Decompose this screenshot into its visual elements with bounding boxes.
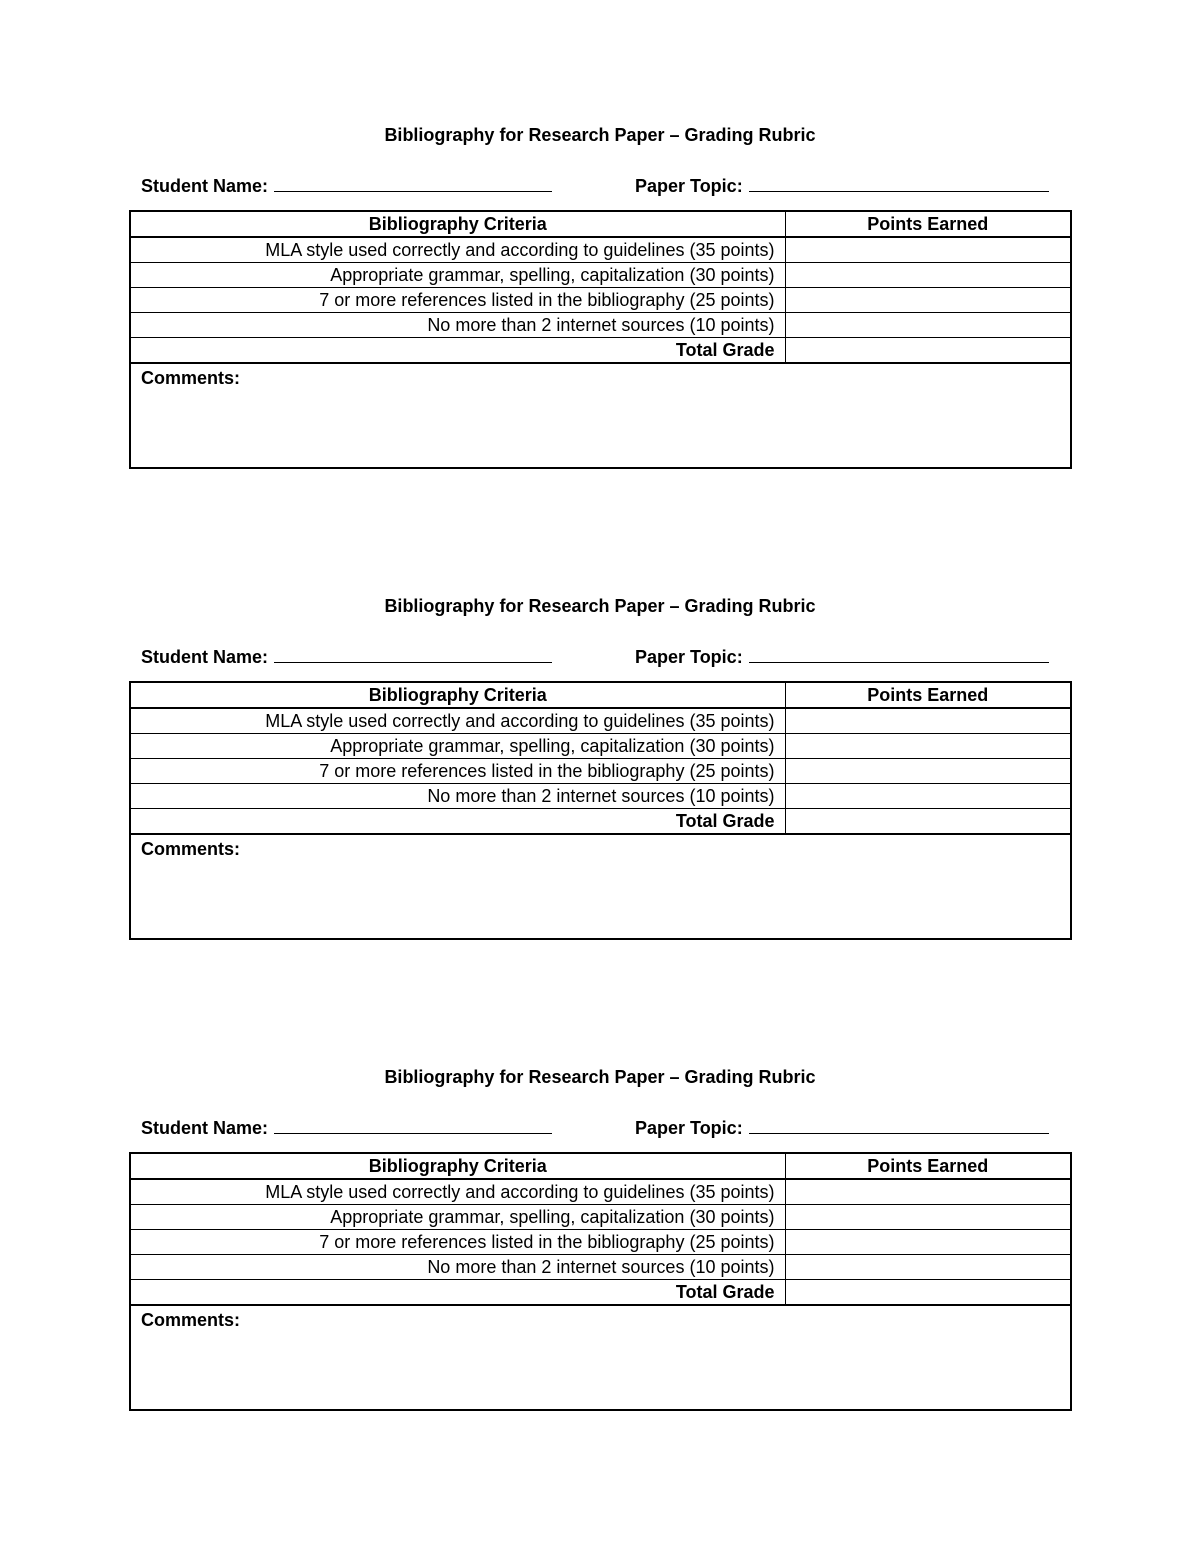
points-cell[interactable] (785, 1230, 1071, 1255)
criterion-cell: 7 or more references listed in the bibliography (25 points) (130, 759, 785, 784)
student-name-field (141, 1116, 552, 1139)
total-row (130, 338, 1071, 364)
points-header: Points Earned (785, 211, 1071, 237)
paper-topic-blank[interactable] (749, 1116, 1049, 1134)
total-grade-label: Total Grade (130, 1280, 785, 1306)
criterion-cell: MLA style used correctly and according to guidelines (35 points) (130, 1179, 785, 1205)
student-name-label: Student Name: (141, 647, 269, 667)
student-name-label: Student Name: (141, 1118, 269, 1138)
total-grade-label: Total Grade (130, 809, 785, 835)
rubric-title: Bibliography for Research Paper – Grading Rubric (384, 1067, 816, 1087)
paper-topic-label: Paper Topic: (635, 176, 743, 196)
paper-topic-field (635, 174, 1049, 197)
student-name-field (141, 174, 552, 197)
comments-row (130, 363, 1071, 468)
comments-cell[interactable] (130, 363, 1071, 468)
table-row (130, 1230, 1071, 1255)
points-cell[interactable] (785, 237, 1071, 263)
criteria-header: Bibliography Criteria (130, 1153, 785, 1179)
table-row (130, 734, 1071, 759)
points-header: Points Earned (785, 682, 1071, 708)
criteria-header: Bibliography Criteria (130, 211, 785, 237)
total-grade-label: Total Grade (130, 338, 785, 364)
total-row (130, 1280, 1071, 1306)
rubric-table (129, 681, 1072, 940)
table-row (130, 1255, 1071, 1280)
paper-topic-field (635, 645, 1049, 668)
table-row (130, 1205, 1071, 1230)
criterion-cell: Appropriate grammar, spelling, capitalization (30 points) (130, 263, 785, 288)
criteria-header: Bibliography Criteria (130, 682, 785, 708)
table-row (130, 263, 1071, 288)
criterion-cell: 7 or more references listed in the bibliography (25 points) (130, 288, 785, 313)
points-cell[interactable] (785, 1205, 1071, 1230)
table-header-row (130, 211, 1071, 237)
points-cell[interactable] (785, 734, 1071, 759)
table-row (130, 313, 1071, 338)
rubric-title: Bibliography for Research Paper – Grading Rubric (384, 125, 816, 145)
criterion-cell: No more than 2 internet sources (10 points) (130, 313, 785, 338)
student-name-label: Student Name: (141, 176, 269, 196)
paper-topic-field (635, 1116, 1049, 1139)
table-row (130, 1179, 1071, 1205)
points-cell[interactable] (785, 313, 1071, 338)
points-cell[interactable] (785, 759, 1071, 784)
table-row (130, 288, 1071, 313)
table-header-row (130, 1153, 1071, 1179)
criterion-cell: Appropriate grammar, spelling, capitalization (30 points) (130, 1205, 785, 1230)
criterion-cell: 7 or more references listed in the bibliography (25 points) (130, 1230, 785, 1255)
table-header-row (130, 682, 1071, 708)
criterion-cell: MLA style used correctly and according to guidelines (35 points) (130, 237, 785, 263)
comments-cell[interactable] (130, 834, 1071, 939)
table-row (130, 759, 1071, 784)
criterion-cell: No more than 2 internet sources (10 points) (130, 1255, 785, 1280)
points-cell[interactable] (785, 288, 1071, 313)
points-header: Points Earned (785, 1153, 1071, 1179)
paper-topic-blank[interactable] (749, 645, 1049, 663)
comments-label: Comments: (141, 839, 241, 859)
points-cell[interactable] (785, 784, 1071, 809)
criterion-cell: MLA style used correctly and according to guidelines (35 points) (130, 708, 785, 734)
total-grade-cell[interactable] (785, 338, 1071, 364)
points-cell[interactable] (785, 708, 1071, 734)
total-grade-cell[interactable] (785, 1280, 1071, 1306)
criterion-cell: Appropriate grammar, spelling, capitalization (30 points) (130, 734, 785, 759)
paper-topic-label: Paper Topic: (635, 1118, 743, 1138)
criterion-cell: No more than 2 internet sources (10 points) (130, 784, 785, 809)
paper-topic-blank[interactable] (749, 174, 1049, 192)
student-name-blank[interactable] (274, 1116, 552, 1134)
total-row (130, 809, 1071, 835)
student-name-blank[interactable] (274, 174, 552, 192)
total-grade-cell[interactable] (785, 809, 1071, 835)
points-cell[interactable] (785, 1255, 1071, 1280)
comments-cell[interactable] (130, 1305, 1071, 1410)
student-name-blank[interactable] (274, 645, 552, 663)
points-cell[interactable] (785, 1179, 1071, 1205)
comments-label: Comments: (141, 368, 241, 388)
comments-label: Comments: (141, 1310, 241, 1330)
table-row (130, 784, 1071, 809)
table-row (130, 708, 1071, 734)
comments-row (130, 834, 1071, 939)
comments-row (130, 1305, 1071, 1410)
rubric-table (129, 1152, 1072, 1411)
table-row (130, 237, 1071, 263)
paper-topic-label: Paper Topic: (635, 647, 743, 667)
points-cell[interactable] (785, 263, 1071, 288)
rubric-title: Bibliography for Research Paper – Grading Rubric (384, 596, 816, 616)
student-name-field (141, 645, 552, 668)
rubric-table (129, 210, 1072, 469)
